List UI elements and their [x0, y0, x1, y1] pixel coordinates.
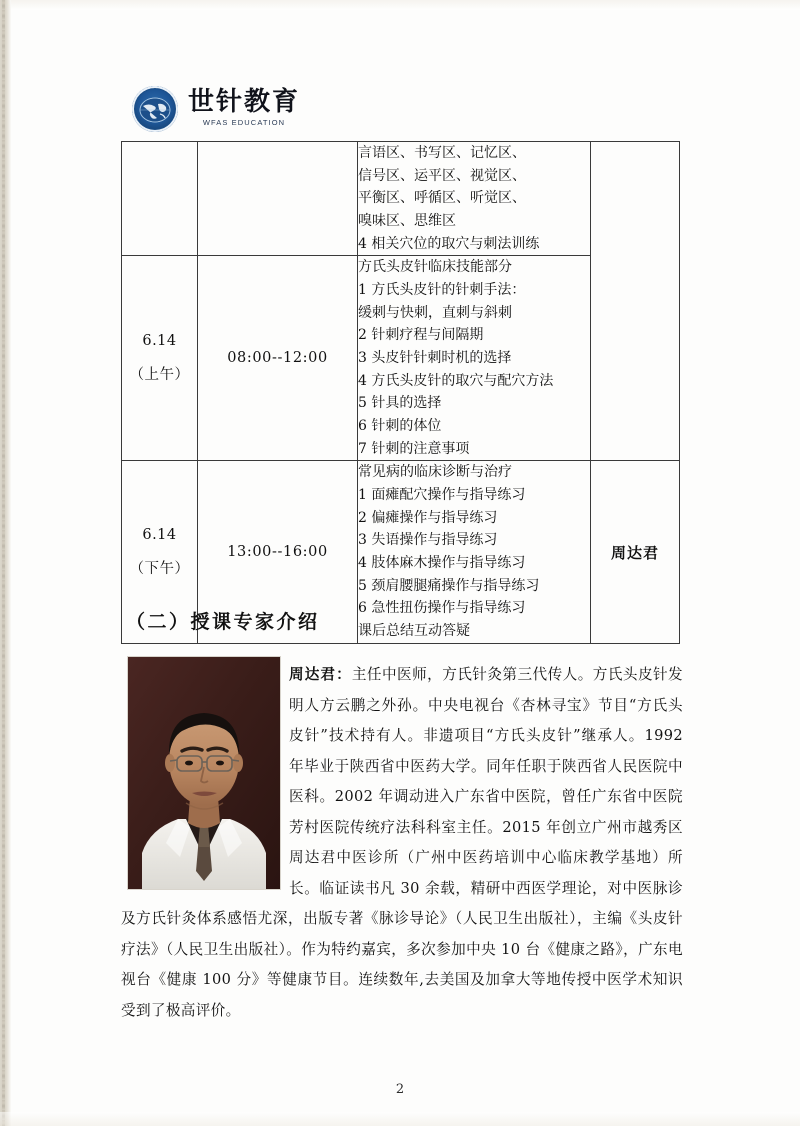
- date-value: 6.14: [142, 527, 177, 544]
- topic-line: 3 失语操作与指导练习: [358, 532, 498, 549]
- topic-line: 缓刺与快刺，直刺与斜刺: [358, 304, 512, 321]
- scan-edge-left: [0, 0, 11, 1126]
- date-value: 6.14: [142, 333, 177, 350]
- logo-title-cn: 世针教育: [188, 87, 301, 118]
- cell-time: 08:00--12:00: [198, 256, 358, 461]
- topic-line: 5 针具的选择: [358, 395, 442, 412]
- cell-time: [198, 142, 358, 256]
- topic-line: 6 针刺的体位: [358, 418, 442, 435]
- topic-line: 7 针刺的注意事项: [358, 440, 470, 457]
- bio-text: 主任中医师，方氏针灸第三代传人。方氏头皮针发明人方云鹏之外孙。中央电视台《杏林寻宝》节目“方氏头皮针”技术持有人。非遗项目“方氏头皮针”继承人。1992 年毕业于陕西省中医药大学。同年任职于陕西省人民医院中医科。2002 年调动进入广东省中医院，曾任广东省中医院芳村医院传统疗法科科室主任。2015 年创立广州市越秀区周达君中医诊所（广州中医药培训中心临床教学基地）所长。临证读书凡 30 余载，精研中西医学理论，对中医脉诊及方氏针灸体系感悟尤深，出版专著《脉诊导论》（人民卫生出版社），主编《头皮针疗法》（人民卫生出版社）。作为特约嘉宾，多次参加中央 10 台《健康之路》，广东电视台《健康 100 分》等健康节目。连续数年,去美国及加拿大等地传授中医学术知识受到了极高评价。: [121, 666, 683, 1019]
- logo-text: [188, 89, 300, 129]
- globe-graphic: [139, 97, 171, 123]
- topic-line: 5 颈肩腰腿痛操作与指导练习: [358, 577, 540, 594]
- cell-topic: [358, 142, 591, 256]
- cell-topic: [358, 256, 591, 461]
- topic-line: 言语区、书写区、记忆区、: [358, 145, 526, 161]
- cell-date: [122, 142, 198, 256]
- cell-date: [122, 256, 198, 461]
- topic-line: 4 相关穴位的取穴与刺法训练: [358, 235, 540, 252]
- document-header: [132, 86, 300, 132]
- cell-topic: [358, 461, 591, 643]
- date-part: （上午）: [129, 367, 190, 384]
- section-heading: （二）授课专家介绍: [126, 611, 320, 633]
- cell-time: 13:00--16:00: [198, 461, 358, 643]
- topic-line: 课后总结互动答疑: [358, 623, 470, 640]
- topic-line: 1 面瘫配穴操作与指导练习: [358, 487, 526, 504]
- topic-line: 4 方氏头皮针的取穴与配穴方法: [358, 372, 554, 389]
- photo-float-spacer: [121, 660, 289, 896]
- topic-line: 方氏头皮针临床技能部分: [358, 259, 512, 276]
- topic-line: 2 偏瘫操作与指导练习: [358, 509, 498, 526]
- topic-line: 嗅味区、思维区: [358, 213, 456, 230]
- table-row: [122, 142, 680, 256]
- scan-edge-bottom: [0, 1112, 800, 1126]
- topic-line: 平衡区、呼循区、听觉区、: [358, 190, 526, 207]
- date-part: （下午）: [129, 561, 190, 578]
- topic-line: 1 方氏头皮针的针刺手法：: [358, 282, 526, 299]
- course-schedule-table: [121, 141, 680, 644]
- topic-line: 3 头皮针针刺时机的选择: [358, 350, 512, 367]
- topic-line: 4 肢体麻木操作与指导练习: [358, 555, 526, 572]
- globe-seal-icon: [132, 86, 178, 132]
- cell-person-merged: [591, 142, 680, 461]
- cell-person: 周达君: [591, 461, 680, 643]
- expert-name: 周达君：: [289, 666, 352, 683]
- logo-subtitle-en: WFAS EDUCATION: [202, 118, 286, 128]
- topic-line: 6 急性扭伤操作与指导练习: [358, 600, 526, 617]
- topic-line: 常见病的临床诊断与治疗: [358, 464, 512, 481]
- expert-biography: [121, 660, 683, 1026]
- scan-edge-top: [0, 0, 800, 10]
- page-number: 2: [395, 1082, 405, 1097]
- topic-line: 2 针刺疗程与间隔期: [358, 327, 484, 344]
- topic-line: 信号区、运平区、视觉区、: [358, 167, 526, 184]
